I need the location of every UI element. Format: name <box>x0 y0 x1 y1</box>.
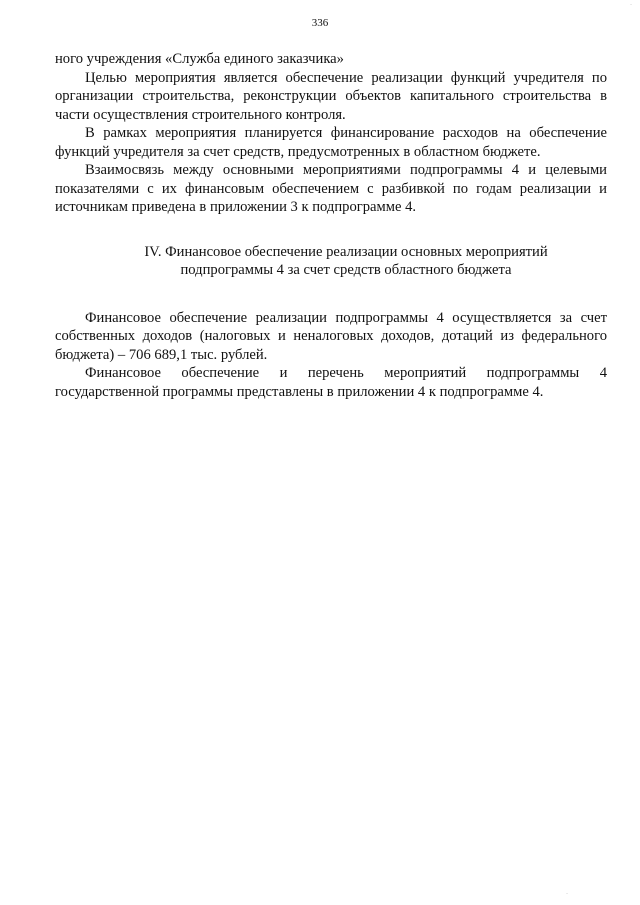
paragraph-financing: В рамках мероприятия планируется финансирование расходов на обеспечение функций учредителя за счет средств, предусмотренных в областном бюджете. <box>55 125 607 160</box>
scan-artifact-mark: ˙ <box>566 893 568 899</box>
section-heading-line-1: IV. Финансовое обеспечение реализации основных мероприятий <box>144 243 548 260</box>
paragraph-funding-amount: Финансовое обеспечение реализации подпрограммы 4 осуществляется за счет собственных доходов (налоговых и неналоговых доходов, дотаций из федерального бюджета) – 706 689,1 тыс. рублей. <box>55 309 607 363</box>
section-heading-line-2: подпрограммы 4 за счет средств областного бюджета <box>180 262 512 278</box>
paragraph-purpose: Целью мероприятия является обеспечение реализации функций учредителя по организации строительства, реконструкции объектов капитального строительства в части осуществления строительного контроля. <box>55 69 607 123</box>
paragraph-funding-list: Финансовое обеспечение и перечень мероприятий подпрограммы 4 государственной программы представлены в приложении 4 к подпрограмме 4. <box>55 365 607 400</box>
paragraph-relationship: Взаимосвязь между основными мероприятиями подпрограммы 4 и целевыми показателями с их финансовым обеспечением с разбивкой по годам реализации и источникам приведена в приложении 3 к подпрограмме 4. <box>55 162 607 215</box>
document-body <box>55 50 607 401</box>
page-number: 336 <box>311 17 329 29</box>
scan-artifact-mark: ˙ <box>630 4 632 10</box>
paragraph-continuation: ного учреждения «Служба единого заказчика» <box>55 51 344 67</box>
section-heading <box>55 243 607 280</box>
